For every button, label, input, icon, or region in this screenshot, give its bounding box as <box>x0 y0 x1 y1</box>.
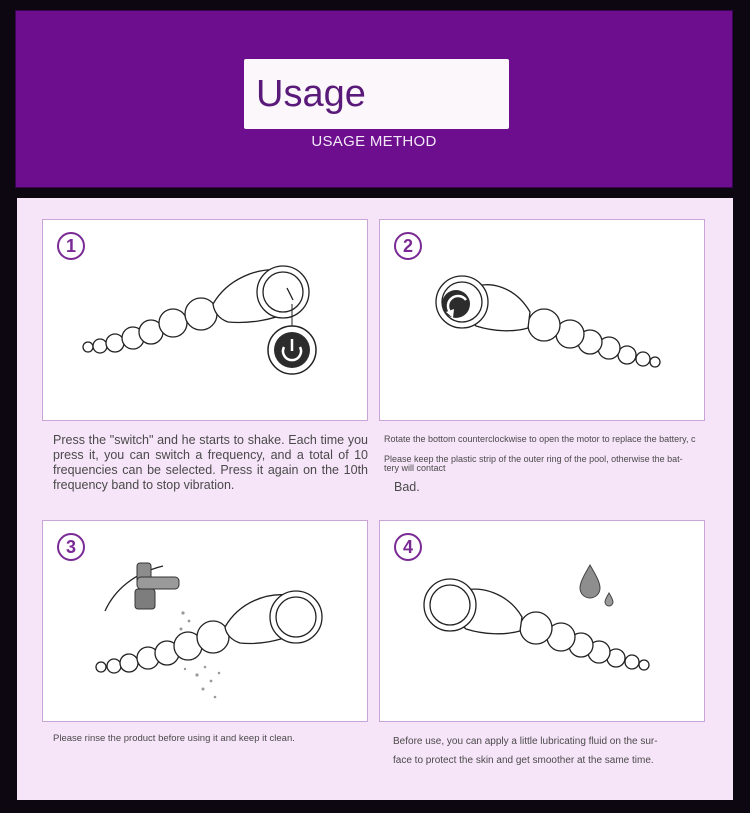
step-2-line-2: Please keep the plastic strip of the outer ring of the pool, otherwise the bat- <box>384 454 683 464</box>
title-box <box>244 59 509 129</box>
step-number-1: 1 <box>57 232 85 260</box>
lubricant-drop-icon <box>580 565 613 606</box>
step-2-tail: Bad. <box>394 480 420 494</box>
page-title: Usage <box>256 73 366 115</box>
step-2-line-1: Rotate the bottom counterclockwise to open the motor to replace the battery, c <box>384 434 696 444</box>
step-4-line-2: face to protect the skin and get smoother at the same time. <box>393 755 654 766</box>
step-number-4: 4 <box>394 533 422 561</box>
page-subtitle: USAGE METHOD <box>311 133 437 150</box>
bead-toy-illustration <box>380 220 706 422</box>
step-number-3: 3 <box>57 533 85 561</box>
step-card-4 <box>379 520 705 722</box>
step-1-description: Press the "switch" and he starts to shake. Each time you press it, you can switch a frequency, and a total of 10 frequencies can be selected. Press it again on the 10th frequency band to stop vibration. <box>53 433 368 492</box>
step-card-2 <box>379 219 705 421</box>
step-2-line-3: tery will contact <box>384 463 446 473</box>
rotate-counterclockwise-icon <box>442 290 470 318</box>
rinse-illustration <box>43 521 369 723</box>
step-card-3 <box>42 520 368 722</box>
instructions-panel <box>17 198 733 800</box>
bead-toy-illustration <box>43 220 369 422</box>
step-card-1 <box>42 219 368 421</box>
lubricant-illustration <box>380 521 706 723</box>
step-3-description: Please rinse the product before using it and keep it clean. <box>53 733 295 744</box>
header-banner <box>15 10 733 188</box>
faucet-icon <box>135 563 179 609</box>
step-number-2: 2 <box>394 232 422 260</box>
step-4-line-1: Before use, you can apply a little lubricating fluid on the sur- <box>393 736 658 747</box>
